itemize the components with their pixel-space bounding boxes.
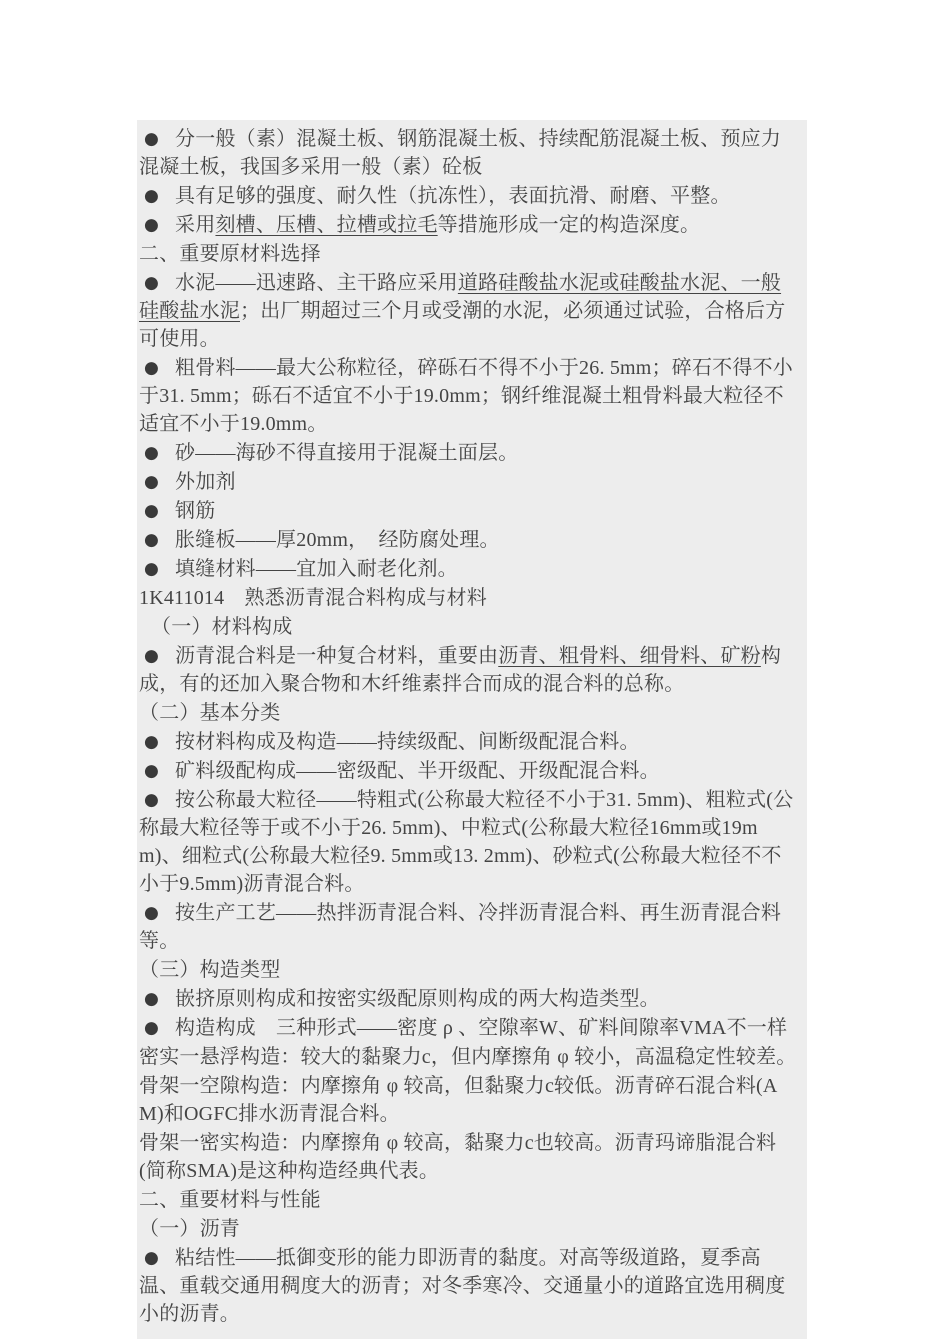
bullet-paragraph — [139, 728, 799, 756]
bullet-icon: ● — [144, 732, 160, 752]
bullet-icon: ● — [144, 989, 160, 1009]
text-run: 矿料级配构成——密级配、半开级配、开级配混合料。 — [175, 760, 660, 782]
text-run: 按材料构成及构造——持续级配、间断级配混合料。 — [175, 731, 640, 753]
bullet-paragraph — [139, 786, 799, 898]
paragraph — [139, 699, 799, 727]
bullet-icon: ● — [144, 129, 160, 149]
text-run: 具有足够的强度、耐久性（抗冻性），表面抗滑、耐磨、平整。 — [175, 185, 731, 207]
text-run: 密实一悬浮构造：较大的黏聚力c，但内摩擦角 φ 较小，高温稳定性较差。 — [139, 1046, 797, 1068]
text-run: 按公称最大粒径——特粗式(公称最大粒径不小于31. 5mm)、粗粒式(公称最大粒径等于或不小于26. 5mm)、中粒式(公称最大粒径16mm或19mm)、细粒式(公称最大粒径9. 5mm或13. 2mm)、砂粒式(公称最大粒径不不小于9.5mm)沥青混合料。 — [139, 789, 794, 895]
paragraph — [139, 584, 799, 612]
bullet-paragraph — [139, 1244, 799, 1328]
text-run: 胀缝板——厚20mm， 经防腐处理。 — [175, 529, 500, 551]
text-run: 水泥——迅速路、主干路应采用 — [175, 272, 458, 294]
paragraph — [139, 240, 799, 268]
bullet-icon: ● — [144, 443, 160, 463]
text-run: （三）构造类型 — [139, 959, 281, 981]
bullet-paragraph — [139, 985, 799, 1013]
bullet-icon: ● — [144, 903, 160, 923]
shaded-text-block — [137, 120, 807, 1339]
bullet-icon: ● — [144, 1018, 160, 1038]
text-run: 外加剂 — [175, 471, 236, 493]
bullet-paragraph — [139, 125, 799, 181]
bullet-icon: ● — [144, 472, 160, 492]
text-run: 骨架一密实构造：内摩擦角 φ 较高，黏聚力c也较高。沥青玛谛脂混合料(简称SMA)是这种构造经典代表。 — [139, 1132, 777, 1182]
text-run: 二、重要原材料选择 — [139, 243, 321, 265]
paragraph — [139, 1129, 799, 1185]
text-run: 填缝材料——宜加入耐老化剂。 — [175, 558, 458, 580]
paragraph — [139, 956, 799, 984]
paragraph — [139, 1043, 799, 1071]
text-run: 沥青混合料是一种复合材料，重要由 — [175, 645, 499, 667]
text-run: 等措施形成一定的构造深度。 — [437, 214, 701, 236]
paragraph — [139, 1215, 799, 1243]
text-run: （一）材料构成 — [151, 616, 293, 638]
text-run: 构成，有的还加入聚合物和木纤维素拌合而成的混合料的总称。 — [139, 645, 782, 695]
bullet-paragraph — [139, 497, 799, 525]
text-run: 粗骨料——最大公称粒径，碎砾石不得不小于26. 5mm；碎石不得不小于31. 5mm；砾石不适宜不小于19.0mm；钢纤维混凝土粗骨料最大粒径不适宜不小于19.0mm。 — [139, 357, 793, 435]
text-run: 骨架一空隙构造：内摩擦角 φ 较高，但黏聚力c较低。沥青碎石混合料(AM)和OGFC排水沥青混合料。 — [139, 1075, 778, 1125]
text-run: 1K411014 熟悉沥青混合料构成与材料 — [139, 587, 487, 609]
bullet-paragraph — [139, 642, 799, 698]
text-run: 粘结性——抵御变形的能力即沥青的黏度。对高等级道路，夏季高温、重载交通用稠度大的沥青；对冬季寒冷、交通量小的道路宜选用稠度小的沥青。 — [139, 1247, 786, 1325]
text-run: 分一般（素）混凝土板、钢筋混凝土板、持续配筋混凝土板、预应力混凝土板，我国多采用一般（素）砼板 — [139, 128, 782, 178]
bullet-paragraph — [139, 211, 799, 239]
bullet-paragraph — [139, 526, 799, 554]
text-run: 砂——海砂不得直接用于混凝土面层。 — [175, 442, 519, 464]
bullet-icon: ● — [144, 273, 160, 293]
bullet-icon: ● — [144, 1248, 160, 1268]
bullet-paragraph — [139, 269, 799, 353]
underlined-text-run: 道路硅酸盐水泥或硅酸盐水泥、一般硅酸盐水泥 — [139, 272, 782, 322]
bullet-paragraph — [139, 182, 799, 210]
text-run: ；出厂期超过三个月或受潮的水泥，必须通过试验，合格后方可使用。 — [139, 300, 786, 350]
bullet-icon: ● — [144, 186, 160, 206]
bullet-icon: ● — [144, 358, 160, 378]
text-run: 嵌挤原则构成和按密实级配原则构成的两大构造类型。 — [175, 988, 660, 1010]
paragraph — [139, 1072, 799, 1128]
bullet-paragraph — [139, 899, 799, 955]
bullet-paragraph — [139, 555, 799, 583]
bullet-icon: ● — [144, 215, 160, 235]
underlined-text-run: 刻槽、压槽、拉槽或拉毛 — [215, 214, 438, 236]
text-run: 钢筋 — [175, 500, 216, 522]
text-run: 采用 — [175, 214, 216, 236]
text-run: 构造构成 三种形式——密度 ρ 、空隙率W、矿料间隙率VMA不一样 — [175, 1017, 788, 1039]
bullet-paragraph — [139, 439, 799, 467]
underlined-text-run: 沥青、粗骨料、细骨料、矿粉 — [498, 645, 761, 667]
text-run: （一）沥青 — [139, 1218, 240, 1240]
bullet-paragraph — [139, 354, 799, 438]
bullet-paragraph — [139, 1014, 799, 1042]
bullet-icon: ● — [144, 790, 160, 810]
text-run: 二、重要材料与性能 — [139, 1189, 321, 1211]
text-run: （二）基本分类 — [139, 702, 281, 724]
bullet-icon: ● — [144, 530, 160, 550]
bullet-paragraph — [139, 757, 799, 785]
bullet-icon: ● — [144, 646, 160, 666]
paragraph — [139, 1186, 799, 1214]
bullet-icon: ● — [144, 761, 160, 781]
text-run: 按生产工艺——热拌沥青混合料、冷拌沥青混合料、再生沥青混合料等。 — [139, 902, 782, 952]
bullet-icon: ● — [144, 501, 160, 521]
bullet-paragraph — [139, 468, 799, 496]
paragraph — [139, 613, 799, 641]
bullet-icon: ● — [144, 559, 160, 579]
